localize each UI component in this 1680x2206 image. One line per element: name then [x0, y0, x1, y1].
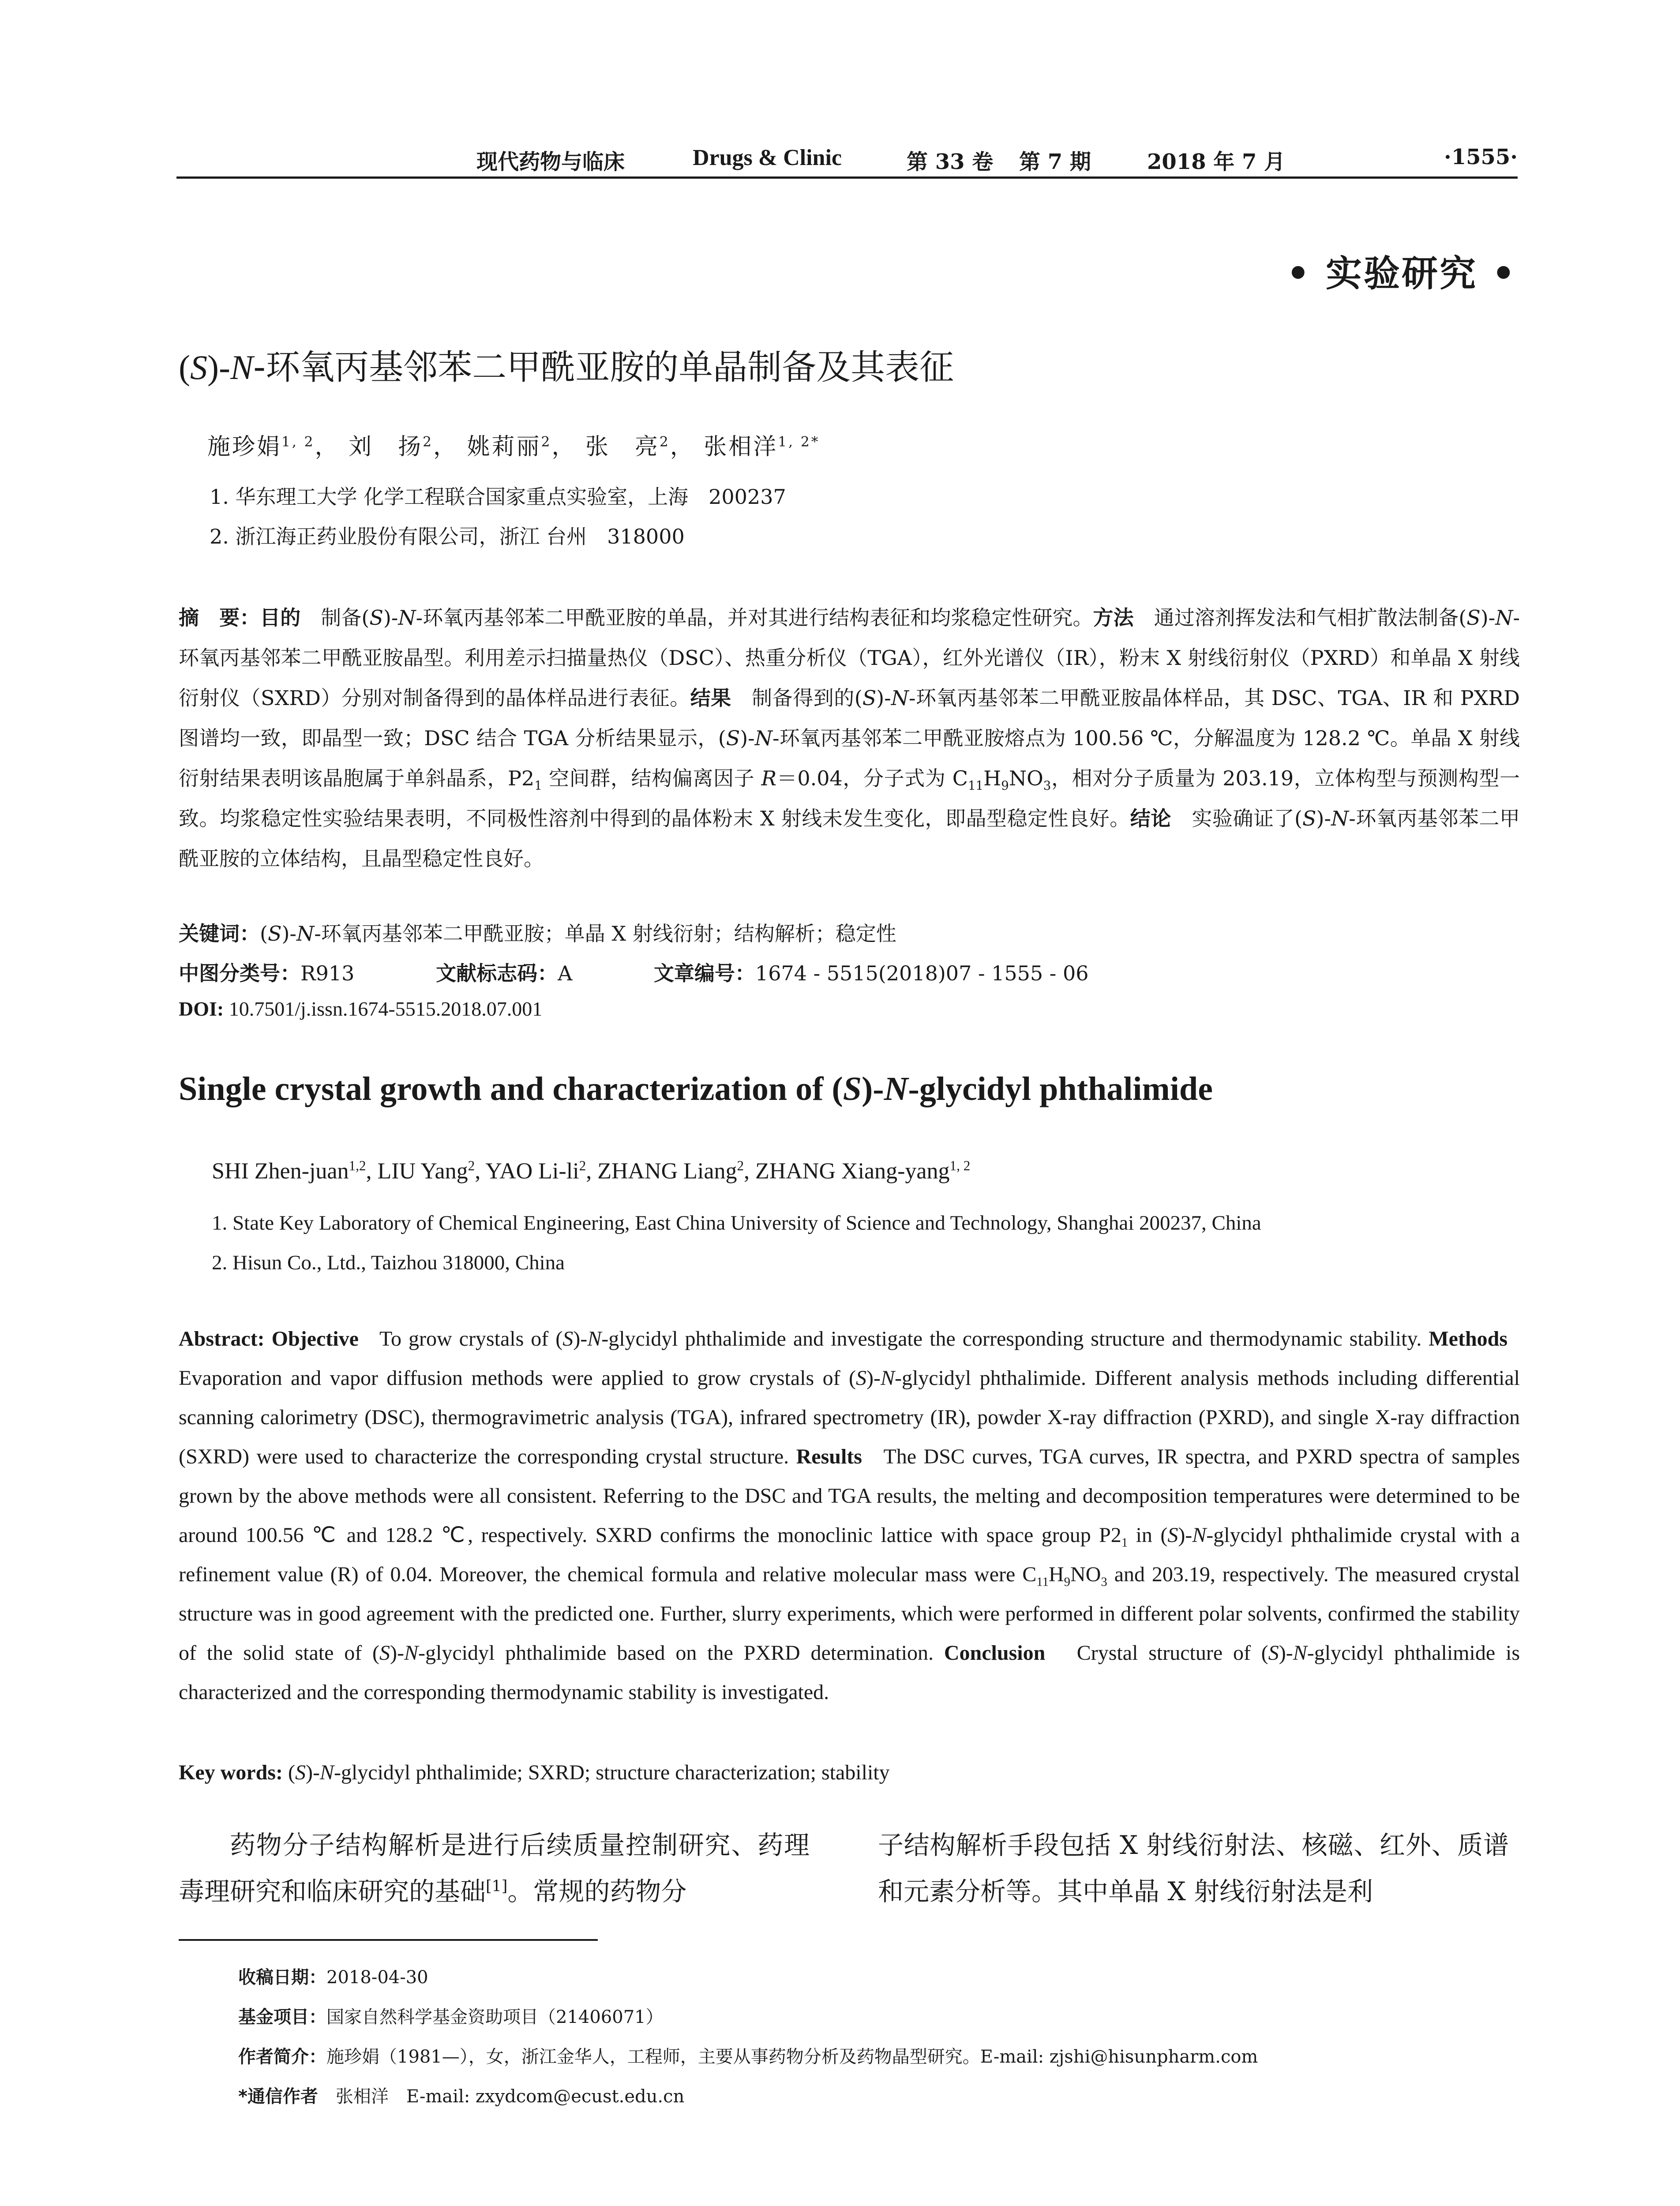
journal-name-en: Drugs & Clinic: [693, 145, 842, 170]
author-name: 张相洋: [704, 434, 778, 460]
chinese-keywords: 关键词：(S)-N-环氧丙基邻苯二甲酰亚胺；单晶 X 射线衍射；结构解析；稳定性: [179, 922, 896, 945]
body-column-left: 药物分子结构解析是进行后续质量控制研究、药理毒理研究和临床研究的基础[1]。常规的药物分: [179, 1830, 810, 1906]
volume: 第 33 卷: [907, 150, 994, 174]
english-authors: SHI Zhen-juan$^{1,2}$, LIU Yang$^2$, YAO $Li-li^2$, ZHANG Liang$^2$, ZHANG Xiang-yang$^{1, 2}$: [212, 1158, 971, 1184]
english-abstract: Abstract: Objective To grow crystals of (S)-N-glycidyl phthalimide and investigate the corresponding structure and thermodynamic stability. Methods Evaporation and vapor diffusion methods were applied to grow crystals of (S)-N-glycidyl phthalimide. Different analysis methods including differential scanning calorimetry (DSC), thermogravimetric analysis (TGA), infrared spectrometry (IR), powder X-ray diffraction (PXRD), and single X-ray diffraction (SXRD) were used to characterize the corresponding crystal structure. Results The DSC curves, TGA curves, IR spectra, and PXRD spectra of samples grown by the above methods were all consistent. Referring to the DSC and TGA results, the melting and decomposition temperatures were determined to be around 100.56 ℃ and 128.2 ℃, respectively. SXRD confirms the monoclinic lattice with space group $P2_1$ in (S)-N-glycidyl phthalimide crystal with a refinement value (R) of 0.04. Moreover, the chemical formula and relative molecular mass were $C_{11}H_9NO_3$ and 203.19, respectively. The measured crystal structure was in good agreement with the predicted one. Further, slurry experiments, which were performed in different polar solvents, confirmed the stability of the solid state of (S)-N-glycidyl phthalimide based on the PXRD determination. Conclusion Crystal structure of (S)-N-glycidyl phthalimide is characterized and the corresponding thermodynamic stability is investigated.: [179, 1327, 1520, 1704]
running-header: [176, 140, 1518, 180]
author-name: 张 亮: [585, 434, 660, 460]
chinese-title: (S)-N-环氧丙基邻苯二甲酰亚胺的单晶制备及其表征: [179, 348, 954, 387]
page-number: ·1555·: [1444, 145, 1518, 169]
issue: 第 7 期: [1019, 150, 1091, 174]
header-rule: [176, 176, 1518, 179]
footnote-fund: 基金项目：国家自然科学基金资助项目（21406071）: [238, 2007, 664, 2027]
english-keywords: Key words: (S)-N-glycidyl phthalimide; SXRD; structure characterization; stability: [179, 1761, 890, 1784]
section-tag: • 实验研究 •: [1286, 252, 1517, 295]
author-name: 施珍娟: [207, 434, 282, 460]
chinese-affiliation-2: 2. 浙江海正药业股份有限公司，浙江 台州 318000: [210, 525, 685, 548]
english-title: Single crystal growth and characterization of (S)-N-glycidyl phthalimide: [179, 1070, 1213, 1107]
footnote-received: 收稿日期：2018-04-30: [238, 1967, 428, 1988]
author-name: 姚莉丽: [467, 434, 541, 460]
footnote-bio: 作者简介：施珍娟（1981—），女，浙江金华人，工程师，主要从事药物分析及药物晶型研究。E-mail: zjshi@hisunpharm.com: [238, 2047, 1258, 2067]
body-column-right: 子结构解析手段包括 X 射线衍射法、核磁、红外、质谱和元素分析等。其中单晶 X 射线衍射法是利: [878, 1830, 1509, 1906]
chinese-affiliation-1: 1. 华东理工大学 化学工程联合国家重点实验室，上海 200237: [210, 485, 786, 509]
footnote-corresponding: *通信作者 张相洋 E-mail: zxydcom@ecust.edu.cn: [238, 2086, 685, 2107]
classification-line: 中图分类号：R913 文献标志码：A 文章编号：1674 - 5515(2018)07 - 1555 - 06: [179, 961, 1089, 985]
footnote-rule: [179, 1939, 598, 1941]
journal-name-cn: 现代药物与临床: [476, 150, 625, 174]
chinese-abstract: 摘 要：目的 制备(S)-N-环氧丙基邻苯二甲酰亚胺的单晶，并对其进行结构表征和均浆稳定性研究。方法 通过溶剂挥发法和气相扩散法制备(S)-N-环氧丙基邻苯二甲酰亚胺晶型。利用差示扫描量热仪（DSC）、热重分析仪（TGA），红外光谱仪（IR），粉末 X 射线衍射仪（PXRD）和单晶 X 射线衍射仪（SXRD）分别对制备得到的晶体样品进行表征。结果 制备得到的(S)-N-环氧丙基邻苯二甲酰亚胺晶体样品，其 DSC、TGA、IR 和 PXRD 图谱均一致，即晶型一致；DSC 结合 TGA 分析结果显示，(S)-N-环氧丙基邻苯二甲酰亚胺熔点为 100.56 ℃，分解温度为 128.2 ℃。单晶 X 射线衍射结果表明该晶胞属于单斜晶系，$P2_1$ 空间群，结构偏离因子 R＝0.04，分子式为 $C_{11}H_9NO_3$，相对分子质量为 203.19，立体构型与预测构型一致。均浆稳定性实验结果表明，不同极性溶剂中得到的晶体粉末 X 射线未发生变化，即晶型稳定性良好。结论 实验确证了(S)-N-环氧丙基邻苯二甲酰亚胺的立体结构，且晶型稳定性良好。: [179, 606, 1520, 870]
english-affiliation-1: 1. State Key Laboratory of Chemical Engineering, East China University of Science and Technology, Shanghai 200237, China: [212, 1212, 1261, 1234]
issue-date: 2018 年 7 月: [1147, 150, 1286, 174]
chinese-authors: 施珍娟$^{1, 2}$， 刘 扬$^2$， 姚莉丽$^2$， 张 亮$^2$， 张相洋$^{1, 2*}$: [207, 434, 820, 460]
author-name: 刘 扬: [349, 434, 423, 460]
doi: DOI: 10.7501/j.issn.1674-5515.2018.07.001: [179, 998, 543, 1020]
english-affiliation-2: 2. Hisun Co., Ltd., Taizhou 318000, China: [212, 1251, 565, 1274]
